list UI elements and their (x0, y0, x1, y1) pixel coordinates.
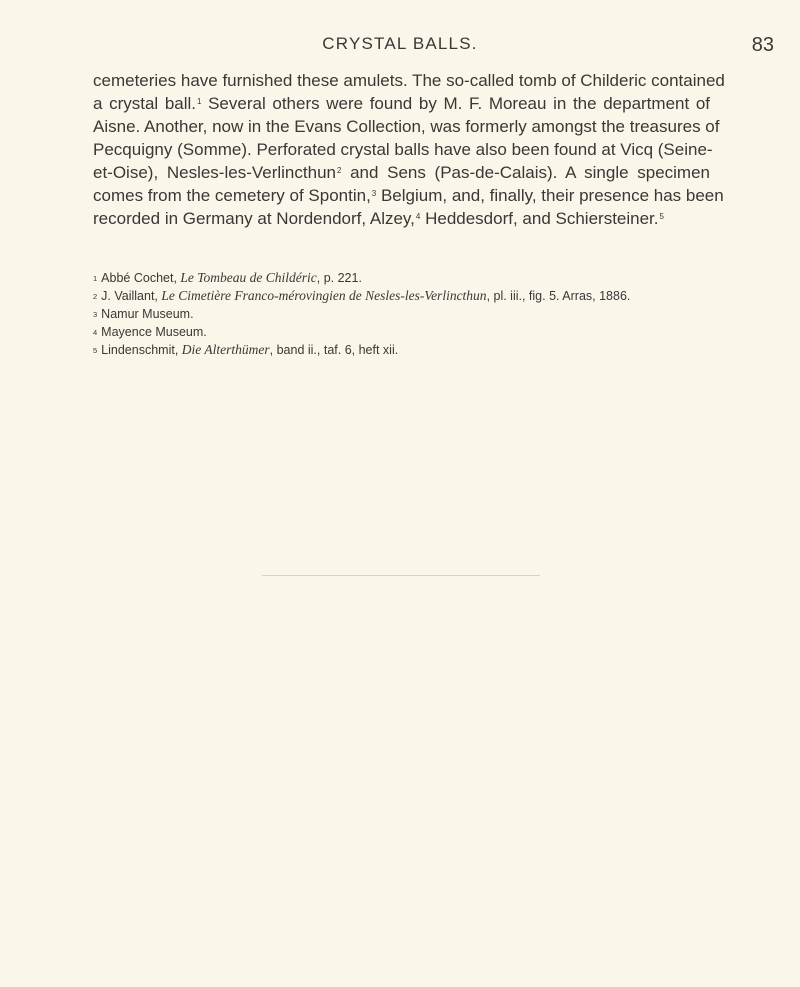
page-number: 83 (751, 34, 774, 56)
paragraph-line: recorded in Germany at Nordendorf, Alzey,$^4$ Heddesdorf, and Schiersteiner.$^5$ (93, 209, 664, 228)
paragraph-line: Pecquigny (Somme). Perforated crystal balls have also been found at Vicq (Seine- (93, 140, 713, 159)
divider-rule (262, 575, 540, 576)
paragraph-line: cemeteries have furnished these amulets. The so-called tomb of Childeric contained (93, 71, 725, 90)
footnotes (93, 269, 713, 359)
footnote-ref: 1 (197, 97, 202, 106)
footnote: $^2$ J. Vaillant, Le Cimetière Franco-mérovingien de Nesles-les-Verlincthun, pl. iii., fig. 5. Arras, 1886. (93, 288, 631, 303)
footnote: $^5$ Lindenschmit, Die Alterthümer, band ii., taf. 6, heft xii. (93, 342, 399, 357)
footnote-ref: 2 (336, 166, 342, 175)
paragraph-line: et-Oise), Nesles-les-Verlincthun$^2$ and Sens (Pas-de-Calais). A single specimen (93, 163, 711, 182)
paragraph-line: a crystal ball.$^1$ Several others were found by M. F. Moreau in the department of (93, 94, 710, 113)
body-paragraph (93, 69, 725, 230)
footnote: $^4$ Mayence Museum. (93, 325, 207, 339)
paragraph-line: comes from the cemetery of Spontin,$^3$ Belgium, and, finally, their presence has been (93, 186, 724, 205)
footnote-ref: 5 (659, 212, 664, 221)
footnote-ref: 3 (371, 189, 377, 198)
footnote: $^3$ Namur Museum. (93, 307, 194, 321)
running-head-title: CRYSTAL BALLS. (322, 34, 478, 53)
footnote-ref: 4 (415, 212, 421, 221)
paragraph-line: Aisne. Another, now in the Evans Collection, was formerly amongst the treasures of (93, 117, 720, 136)
footnote: $^1$ Abbé Cochet, Le Tombeau de Childéric, p. 221. (93, 270, 362, 285)
